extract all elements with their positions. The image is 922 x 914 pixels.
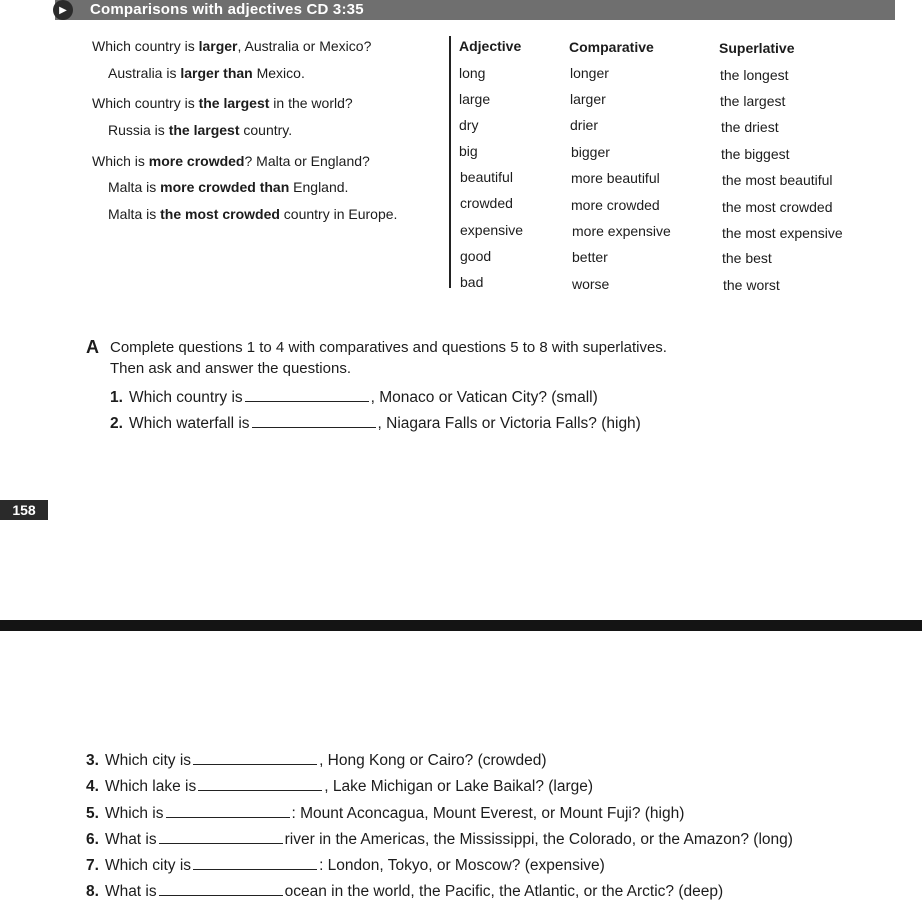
table-cell: longer — [570, 65, 609, 81]
table-cell: the most crowded — [722, 199, 833, 215]
table-cell: the longest — [720, 67, 789, 83]
table-header-adjective: Adjective — [459, 38, 522, 54]
table-cell: more beautiful — [571, 170, 660, 186]
table-cell: the best — [722, 250, 772, 266]
table-cell: better — [572, 249, 608, 265]
question-item: 4. Which lake is , Lake Michigan or Lake Baikal? (large) — [86, 778, 594, 795]
table-cell: the driest — [721, 119, 779, 135]
table-cell: bigger — [571, 144, 610, 160]
table-cell: the most expensive — [722, 225, 843, 241]
table-cell: expensive — [460, 222, 524, 238]
table-cell: long — [459, 65, 486, 81]
answer-blank[interactable] — [245, 400, 369, 402]
table-cell: big — [459, 143, 478, 159]
answer-blank[interactable] — [166, 816, 290, 818]
question-item: 6. What is river in the Americas, the Mississippi, the Colorado, or the Amazon? (long) — [86, 831, 793, 848]
exercise-instruction: Then ask and answer the questions. — [110, 360, 351, 377]
question-item: 3. Which city is , Hong Kong or Cairo? (crowded) — [86, 752, 547, 769]
table-cell: bad — [460, 274, 484, 290]
exercise-letter: A — [86, 337, 99, 357]
example-sentence: Australia is larger than Mexico. — [108, 65, 305, 81]
example-sentence: Which is more crowded? Malta or England? — [92, 153, 370, 169]
table-divider — [449, 36, 451, 288]
table-cell: more crowded — [571, 197, 660, 213]
page-number: 158 — [0, 500, 48, 520]
table-cell: the largest — [720, 93, 786, 109]
section-title: Comparisons with adjectives CD 3:35 — [90, 1, 364, 18]
exercise-instruction: Complete questions 1 to 4 with comparatives and questions 5 to 8 with superlatives. — [110, 339, 667, 356]
table-cell: beautiful — [460, 169, 513, 185]
question-item: 2. Which waterfall is , Niagara Falls or Victoria Falls? (high) — [110, 415, 641, 432]
table-cell: dry — [459, 117, 479, 133]
table-cell: the most beautiful — [722, 172, 833, 188]
page-divider — [0, 620, 922, 631]
table-header-comparative: Comparative — [569, 39, 654, 55]
answer-blank[interactable] — [198, 789, 322, 791]
example-sentence: Which country is the largest in the world? — [92, 95, 353, 111]
example-sentence: Malta is the most crowded country in Europe. — [108, 206, 398, 222]
question-item: 8. What is ocean in the world, the Pacific, the Atlantic, or the Arctic? (deep) — [86, 883, 724, 900]
table-cell: larger — [570, 91, 606, 107]
table-cell: good — [460, 248, 492, 264]
table-cell: large — [459, 91, 491, 107]
question-item: 7. Which city is : London, Tokyo, or Moscow? (expensive) — [86, 857, 605, 874]
question-item: 1. Which country is , Monaco or Vatican City? (small) — [110, 389, 598, 406]
answer-blank[interactable] — [159, 842, 283, 844]
table-cell: crowded — [460, 195, 513, 211]
play-icon[interactable]: ▶ — [53, 0, 73, 20]
table-cell: worse — [572, 276, 610, 292]
table-cell: drier — [570, 117, 599, 133]
example-sentence: Which country is larger, Australia or Mexico? — [92, 38, 372, 54]
answer-blank[interactable] — [159, 894, 283, 896]
answer-blank[interactable] — [193, 763, 317, 765]
example-sentence: Russia is the largest country. — [108, 122, 293, 138]
question-item: 5. Which is : Mount Aconcagua, Mount Everest, or Mount Fuji? (high) — [86, 805, 685, 822]
table-cell: the worst — [723, 277, 780, 293]
example-sentence: Malta is more crowded than England. — [108, 179, 349, 195]
table-cell: the biggest — [721, 146, 790, 162]
answer-blank[interactable] — [193, 868, 317, 870]
table-cell: more expensive — [572, 223, 671, 239]
table-header-superlative: Superlative — [719, 40, 795, 56]
answer-blank[interactable] — [252, 426, 376, 428]
